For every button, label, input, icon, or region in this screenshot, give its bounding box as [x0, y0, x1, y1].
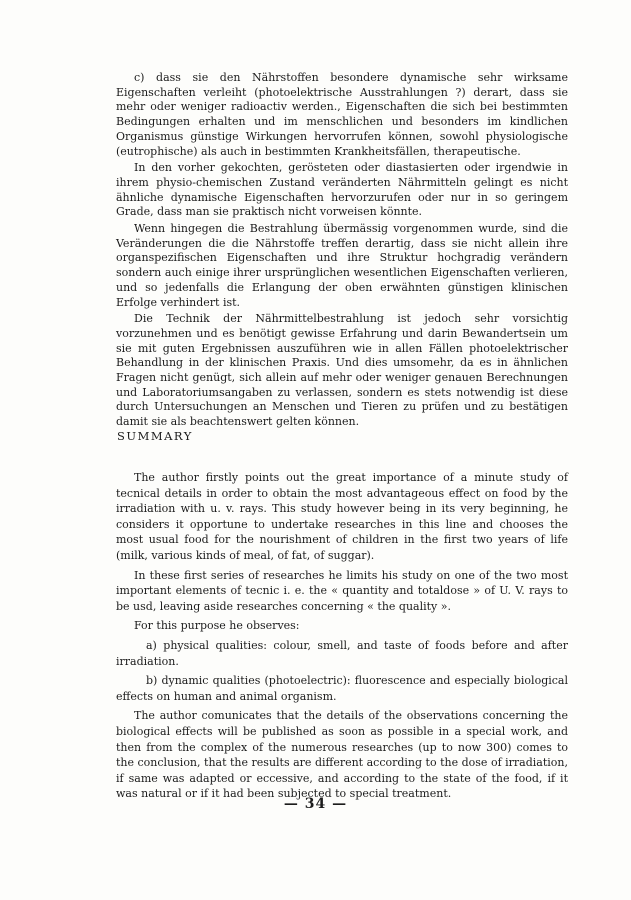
summary-paragraph-3: For this purpose he observes: — [134, 619, 300, 633]
summary-paragraph-1: The author firstly points out the great importance of a minute study of tecnical details in order to obtain the most advantageous effect on food by the irradiation with u. v. rays. This study however being in its very beginning, he considers it opportune to undertake researches in this line and chooses the most usual food for the nourishment of children in the first two years of life (milk, various kinds of meal, of fat, of suggar). — [116, 471, 568, 562]
english-summary-block — [116, 470, 568, 802]
german-paragraph-2: In den vorher gekochten, gerösteten oder diastasierten oder irgendwie in ihrem physio-chemischen Zustand veränderten Nährmitteln gelingt es nicht ähnliche dynamische Eigenschaften hervorzurufen oder nur in so geringem Grade, dass man sie praktisch nicht vorweisen könnte. — [116, 161, 568, 219]
german-paragraph-3: Wenn hingegen die Bestrahlung übermässig vorgenommen wurde, sind die Veränderungen die die Nährstoffe treffen derartig, dass sie nicht allein ihre organspezifischen Eigenschaften und ihre Struktur hochgradig verändern sondern auch einige ihrer ursprünglichen wesentlichen Eigenschaften verlieren, und so jedenfalls die Erlangung der oben erwähnten günstigen klinischen Erfolge verhindert ist. — [116, 222, 568, 309]
summary-heading: SUMMARY — [117, 429, 193, 443]
page-number: — 34 — — [283, 796, 348, 812]
summary-paragraph-2: In these first series of researches he limits his study on one of the two most important elements of tecnic i. e. the « quantity and totaldose » of U. V. rays to be usd, leaving aside researches concerning « the quality ». — [116, 568, 568, 613]
summary-paragraph-6: The author comunicates that the details of the observations concerning the biological effects will be published as soon as possible in a special work, and then from the complex of the numerous researches (up to now 300) comes to the conclusion, that the results are different according to the dose of irradiation, if same was adapted or eccessive, and according to the state of the food, if it was natural or if it had been subjected to special treatment. — [116, 709, 568, 801]
summary-item-a: a) physical qualities: colour, smell, and taste of foods before and after irradiation. — [116, 638, 568, 668]
german-paragraph-4: Die Technik der Nährmittelbestrahlung ist jedoch sehr vorsichtig vorzunehmen und es benötigt gewisse Erfahrung und darin Bewandertsein um sie mit guten Ergebnissen auszuführen wie in allen Fällen photoelektrischer Behandlung in der klinischen Praxis. Und dies umsomehr, da es in ähnlichen Fragen nicht genügt, sich allein auf mehr oder weniger genauen Berechnungen und Laboratoriumsangaben zu verlassen, sondern es stets notwendig ist diese durch Untersuchungen an Menschen und Tieren zu prüfen und zu bestätigen damit sie als beachtenswert gelten können. — [116, 312, 568, 429]
summary-item-b: b) dynamic qualities (photoelectric): fluorescence and especially biological effects on human and animal organism. — [116, 674, 568, 703]
german-text-block — [116, 71, 568, 430]
german-paragraph-c: c) dass sie den Nährstoffen besondere dynamische sehr wirksame Eigenschaften verleiht (photoelektrische Ausstrahlungen ?) derart, dass sie mehr oder weniger radioactiv werden., Eigenschaften die sich bei bestimmten Bedingungen erhalten und im menschlichen und besonders im kindlichen Organismus günstige Wirkungen hervorrufen können, sowohl physiologische (eutrophische) als auch in bestimmten Krankheitsfällen, therapeutische. — [116, 71, 568, 158]
